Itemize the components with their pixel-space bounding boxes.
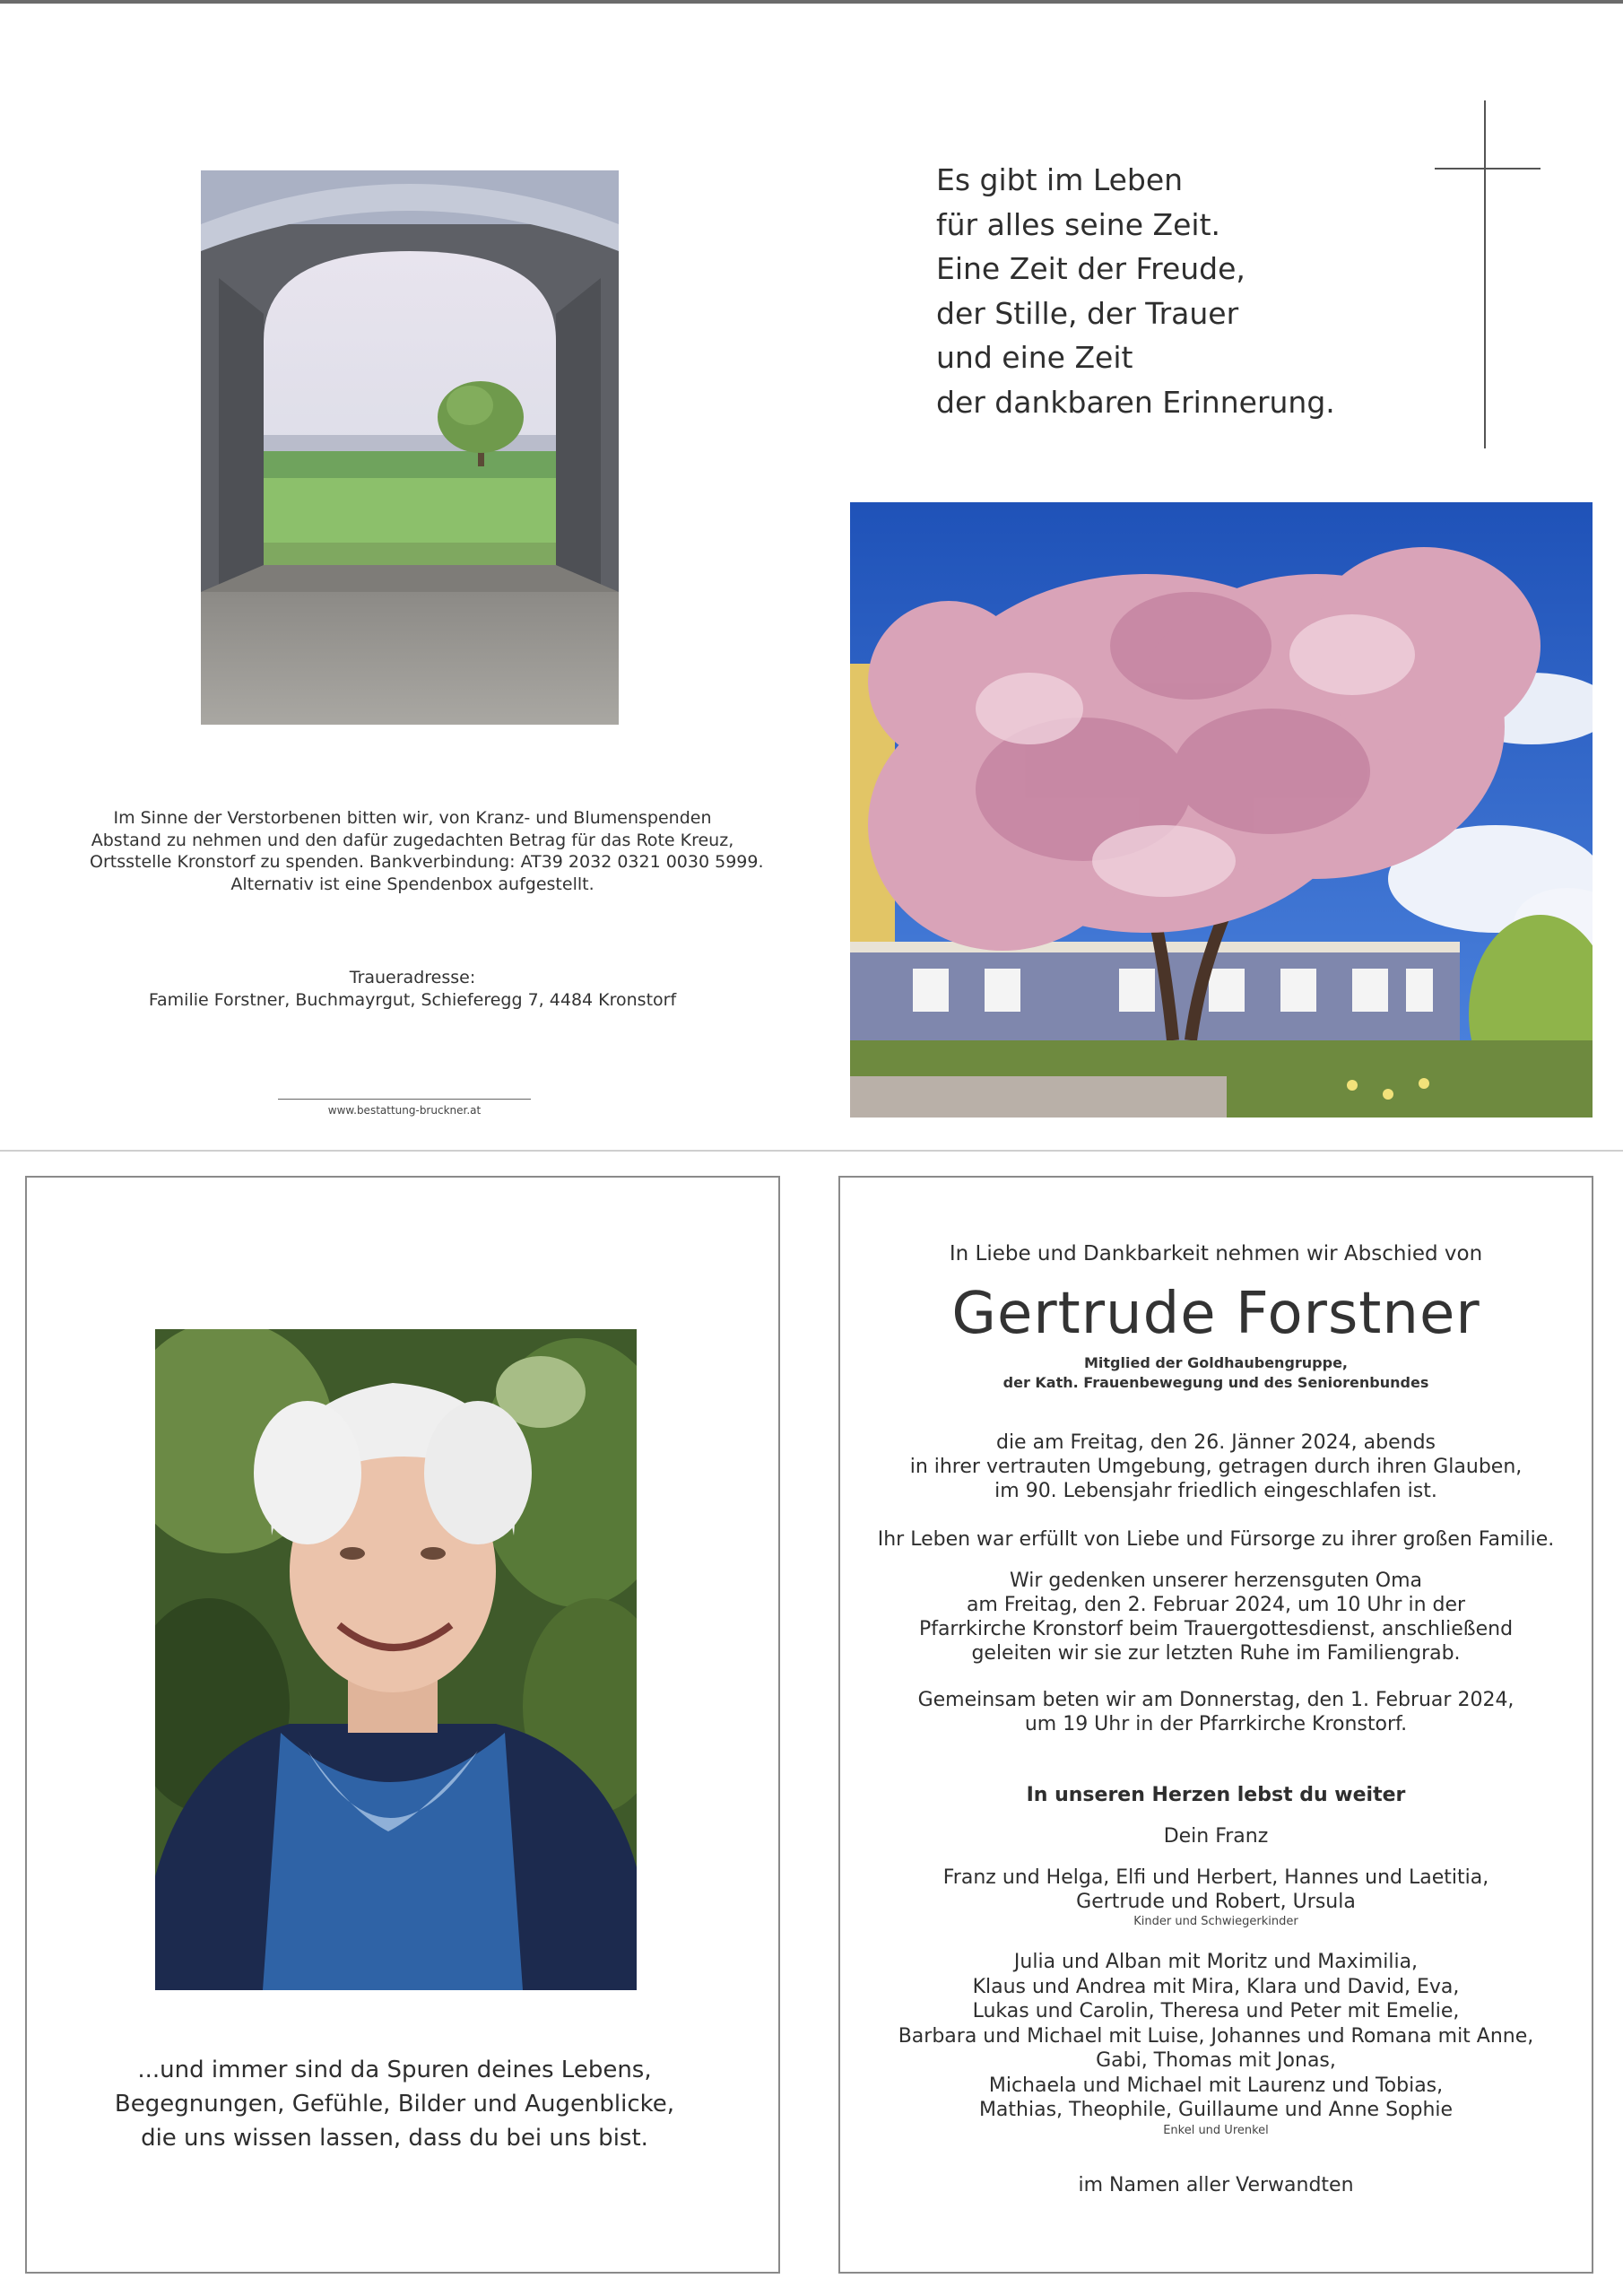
deceased-name: Gertrude Forstner — [951, 1281, 1480, 1347]
family-line: Klaus und Andrea mit Mira, Klara und David, Eva, — [972, 1975, 1460, 1998]
archway-photo — [201, 170, 619, 725]
portrait-photo — [155, 1329, 637, 1990]
poem-line: Eine Zeit der Freude, — [936, 251, 1245, 286]
verse-line: die uns wissen lassen, dass du bei uns bist. — [141, 2125, 648, 2152]
paragraph-line: um 19 Uhr in der Pfarrkirche Kronstorf. — [1024, 1713, 1408, 1735]
poem-line: für alles seine Zeit. — [936, 206, 1221, 242]
husband-name: Dein Franz — [1163, 1825, 1269, 1848]
verse-line: ...und immer sind da Spuren deines Lebens, — [137, 2057, 652, 2083]
relatives-signoff: im Namen aller Verwandten — [1078, 2174, 1354, 2196]
address-value: Familie Forstner, Buchmayrgut, Schieferegg 7, 4484 Kronstorf — [148, 990, 677, 1010]
cross-horizontal-bar — [1435, 168, 1541, 170]
donation-notice — [90, 807, 764, 895]
address-label: Traueradresse: — [349, 968, 476, 987]
donation-line: Ortsstelle Kronstorf zu spenden. Bankverbindung: AT39 2032 0321 0030 5999. — [90, 852, 764, 872]
scan-top-edge — [0, 0, 1623, 4]
grandchildren-list — [861, 1950, 1571, 2139]
membership-line: der Kath. Frauenbewegung und des Seniorenbundes — [1002, 1374, 1429, 1391]
paragraph-line: geleiten wir sie zur letzten Ruhe im Familiengrab. — [971, 1642, 1461, 1665]
children-caption: Kinder und Schwiegerkinder — [1133, 1915, 1298, 1928]
family-line: Julia und Alban mit Moritz und Maximilia, — [1013, 1951, 1419, 1973]
verse-line: Begegnungen, Gefühle, Bilder und Augenblicke, — [114, 2091, 675, 2118]
funeral-paragraph — [861, 1569, 1571, 1665]
grandchildren-caption: Enkel und Urenkel — [1163, 2123, 1269, 2137]
paragraph-line: am Freitag, den 2. Februar 2024, um 10 Uhr in der — [966, 1594, 1466, 1616]
death-paragraph — [861, 1431, 1571, 1503]
magnolia-tree-photo — [850, 502, 1593, 1118]
paragraph-line: in ihrer vertrauten Umgebung, getragen durch ihren Glauben, — [909, 1456, 1523, 1478]
paragraph-line: die am Freitag, den 26. Jänner 2024, abends — [995, 1431, 1436, 1454]
paragraph-line: im 90. Lebensjahr friedlich eingeschlafen ist. — [994, 1480, 1437, 1502]
family-line: Gabi, Thomas mit Jonas, — [1096, 2049, 1336, 2072]
poem-line: und eine Zeit — [936, 340, 1133, 375]
family-line: Mathias, Theophile, Guillaume und Anne Sophie — [978, 2099, 1454, 2121]
family-line: Michaela und Michael mit Laurenz und Tobias, — [988, 2074, 1444, 2097]
family-line: Gertrude und Robert, Ursula — [1076, 1891, 1356, 1913]
paragraph-line: Pfarrkirche Kronstorf beim Trauergottesdienst, anschließend — [918, 1618, 1514, 1640]
donation-line: Im Sinne der Verstorbenen bitten wir, von Kranz- und Blumenspenden — [113, 808, 712, 828]
family-line: Lukas und Carolin, Theresa und Peter mit Emelie, — [972, 2000, 1460, 2022]
poem — [936, 158, 1420, 424]
membership-info — [861, 1353, 1571, 1393]
mourning-address — [90, 967, 735, 1012]
website-rule — [278, 1099, 531, 1100]
notice-intro: In Liebe und Dankbarkeit nehmen wir Abschied von — [949, 1242, 1483, 1265]
fold-line — [0, 1150, 1623, 1152]
donation-line: Abstand zu nehmen und den dafür zugedachten Betrag für das Rote Kreuz, — [91, 830, 734, 850]
life-paragraph — [861, 1527, 1571, 1552]
donation-line: Alternativ ist eine Spendenbox aufgestellt. — [230, 874, 595, 894]
membership-line: Mitglied der Goldhaubengruppe, — [1083, 1354, 1349, 1371]
poem-line: der Stille, der Trauer — [936, 295, 1239, 331]
motto-heading: In unseren Herzen lebst du weiter — [1026, 1784, 1406, 1806]
memorial-verse — [90, 2053, 699, 2155]
cross-vertical-bar — [1484, 100, 1486, 448]
prayer-paragraph — [861, 1688, 1571, 1736]
funeral-home-website[interactable]: www.bestattung-bruckner.at — [327, 1104, 482, 1117]
poem-line: der dankbaren Erinnerung. — [936, 384, 1335, 420]
children-list — [861, 1866, 1571, 1930]
family-line: Franz und Helga, Elfi und Herbert, Hannes und Laetitia, — [942, 1866, 1489, 1889]
paragraph-line: Gemeinsam beten wir am Donnerstag, den 1. Februar 2024, — [917, 1689, 1515, 1711]
family-line: Barbara und Michael mit Luise, Johannes und Romana mit Anne, — [898, 2024, 1534, 2048]
paragraph-line: Ihr Leben war erfüllt von Liebe und Fürsorge zu ihrer großen Familie. — [877, 1528, 1555, 1551]
poem-line: Es gibt im Leben — [936, 162, 1184, 197]
paragraph-line: Wir gedenken unserer herzensguten Oma — [1009, 1570, 1423, 1592]
